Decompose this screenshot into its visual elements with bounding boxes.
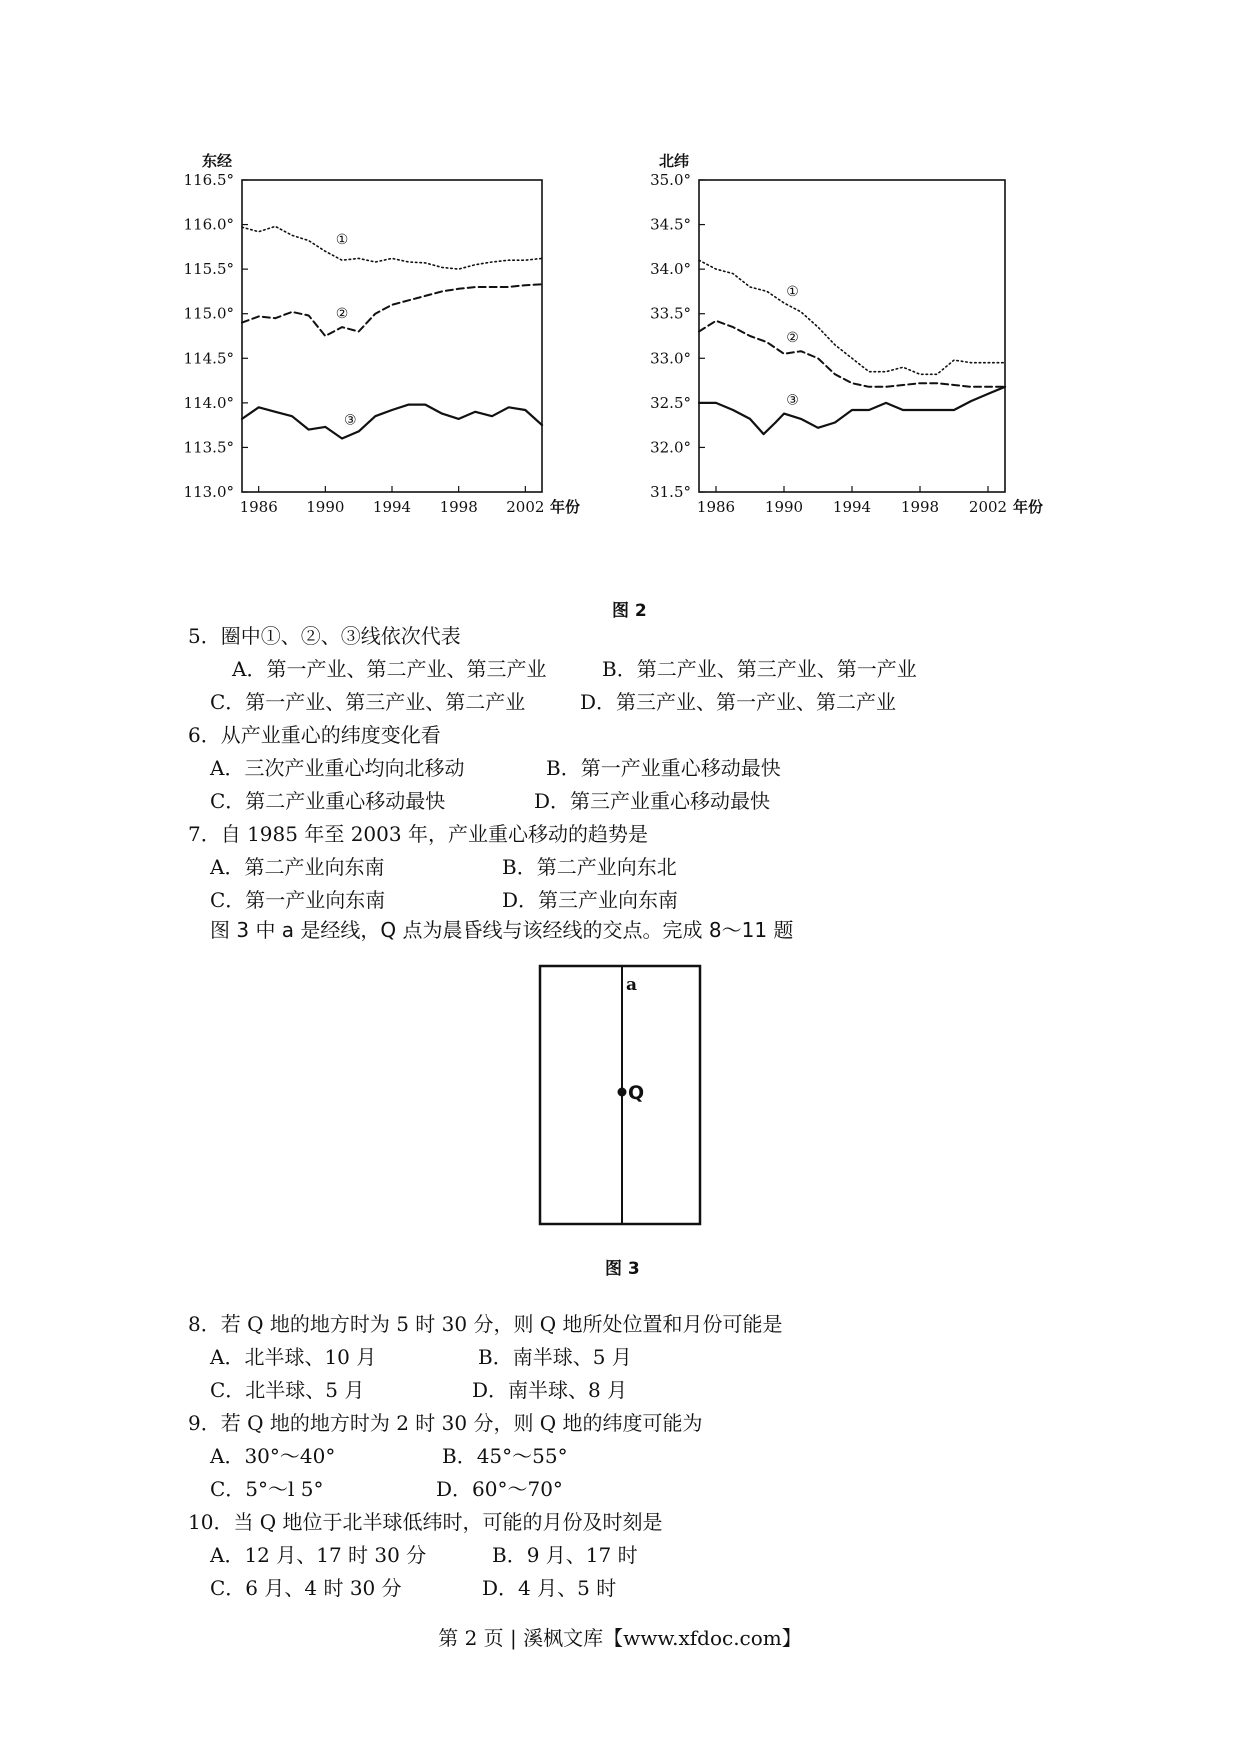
question-10-option-b: B．9 月、17 时: [492, 1543, 638, 1567]
question-6-option-c: C．第二产业重心移动最快: [210, 789, 446, 813]
question-10-option-c: C．6 月、4 时 30 分: [210, 1576, 402, 1600]
question-8-stem: 8．若 Q 地的地方时为 5 时 30 分，则 Q 地所处位置和月份可能是: [188, 1312, 783, 1336]
question-8-option-d: D．南半球、8 月: [472, 1378, 628, 1402]
question-5-option-b: B．第二产业、第三产业、第一产业: [602, 657, 917, 681]
plot-frame: [699, 180, 1005, 492]
series-line-2: [242, 284, 542, 336]
question-9-option-d: D．60°～70°: [436, 1477, 563, 1501]
x-tick-label: 1986: [696, 498, 736, 516]
question-9-option-c: C．5°～l 5°: [210, 1477, 324, 1501]
series-label-1: ①: [786, 283, 799, 300]
question-7-option-a: A．第二产业向东南: [210, 855, 385, 879]
question-10-option-a: A．12 月、17 时 30 分: [210, 1543, 427, 1567]
x-axis-title: 年份: [1013, 498, 1044, 516]
question-9-stem: 9．若 Q 地的地方时为 2 时 30 分，则 Q 地的纬度可能为: [188, 1411, 703, 1435]
question-7-option-c: C．第一产业向东南: [210, 888, 386, 912]
question-5-option-d: D．第三产业、第一产业、第二产业: [580, 690, 897, 714]
x-axis-title: 年份: [550, 498, 581, 516]
x-tick-label: 1986: [239, 498, 278, 516]
question-5-option-a: A．第一产业、第二产业、第三产业: [232, 657, 547, 681]
series-label-3: ③: [786, 392, 799, 409]
question-6-option-b: B．第一产业重心移动最快: [546, 756, 781, 780]
y-tick-label: 32.5°: [650, 393, 691, 412]
meridian-label: a: [626, 975, 638, 995]
series-line-2: [699, 321, 1005, 387]
y-axis-title: 东经: [202, 152, 233, 170]
x-tick-label: 1998: [900, 498, 940, 516]
y-tick-label: 32.0°: [650, 438, 691, 457]
series-line-3: [699, 387, 1005, 434]
x-tick-label: 1998: [439, 498, 478, 516]
x-tick-label: 2002: [506, 498, 545, 516]
y-tick-label: 33.5°: [650, 304, 691, 323]
figure-3-caption: 图 3: [605, 1259, 640, 1279]
question-6-option-d: D．第三产业重心移动最快: [534, 789, 771, 813]
series-label-3: ③: [344, 412, 357, 429]
y-tick-label: 34.5°: [650, 215, 691, 234]
series-line-3: [242, 405, 542, 439]
y-tick-label: 116.5°: [183, 171, 234, 189]
series-line-1: [699, 260, 1005, 374]
question-8-option-b: B．南半球、5 月: [478, 1345, 632, 1369]
y-tick-label: 115.0°: [183, 304, 234, 323]
longitude-chart: [180, 152, 640, 560]
question-5-option-c: C．第一产业、第三产业、第二产业: [210, 690, 526, 714]
latitude-chart: [640, 152, 1080, 560]
question-8-option-a: A．北半球、10 月: [210, 1345, 377, 1369]
x-tick-label: 1990: [306, 498, 345, 516]
y-tick-label: 116.0°: [183, 215, 234, 234]
question-7-stem: 7．自 1985 年至 2003 年，产业重心移动的趋势是: [188, 822, 648, 846]
question-10-option-d: D．4 月、5 时: [482, 1576, 617, 1600]
x-tick-label: 2002: [968, 498, 1008, 516]
x-tick-label: 1994: [372, 498, 412, 516]
y-tick-label: 34.0°: [650, 260, 691, 279]
x-tick-label: 1994: [832, 498, 872, 516]
question-9-option-a: A．30°～40°: [210, 1444, 336, 1468]
question-10-stem: 10．当 Q 地位于北半球低纬时，可能的月份及时刻是: [188, 1510, 663, 1534]
question-7-option-d: D．第三产业向东南: [502, 888, 679, 912]
plot-frame: [242, 180, 542, 492]
y-tick-label: 115.5°: [183, 260, 234, 279]
question-6-stem: 6．从产业重心的纬度变化看: [188, 723, 441, 747]
y-tick-label: 113.5°: [183, 438, 234, 457]
question-9-option-b: B．45°～55°: [442, 1444, 568, 1468]
y-tick-label: 31.5°: [650, 483, 691, 501]
figure-2-caption: 图 2: [612, 601, 647, 621]
series-label-2: ②: [335, 306, 349, 323]
question-5-stem: 5．圈中①、②、③线依次代表: [188, 624, 461, 648]
point-q: [618, 1088, 627, 1097]
y-tick-label: 33.0°: [650, 349, 691, 368]
page-footer: 第 2 页 | 溪枫文库【www.xfdoc.com】: [438, 1626, 802, 1650]
y-tick-label: 35.0°: [650, 171, 691, 189]
question-8-option-c: C．北半球、5 月: [210, 1378, 365, 1402]
figure-3-diagram: [530, 960, 710, 1230]
series-line-1: [242, 226, 542, 269]
y-tick-label: 114.5°: [183, 349, 234, 368]
figure-3-intro: 图 3 中 a 是经线，Q 点为晨昏线与该经线的交点。完成 8～11 题: [210, 918, 794, 942]
series-label-1: ①: [335, 232, 349, 249]
y-tick-label: 114.0°: [183, 393, 234, 412]
y-axis-title: 北纬: [659, 152, 690, 170]
point-q-label: Q: [628, 1082, 645, 1104]
question-6-option-a: A．三次产业重心均向北移动: [210, 756, 465, 780]
question-7-option-b: B．第二产业向东北: [502, 855, 677, 879]
series-label-2: ②: [786, 330, 799, 347]
y-tick-label: 113.0°: [183, 483, 234, 501]
x-tick-label: 1990: [764, 498, 804, 516]
